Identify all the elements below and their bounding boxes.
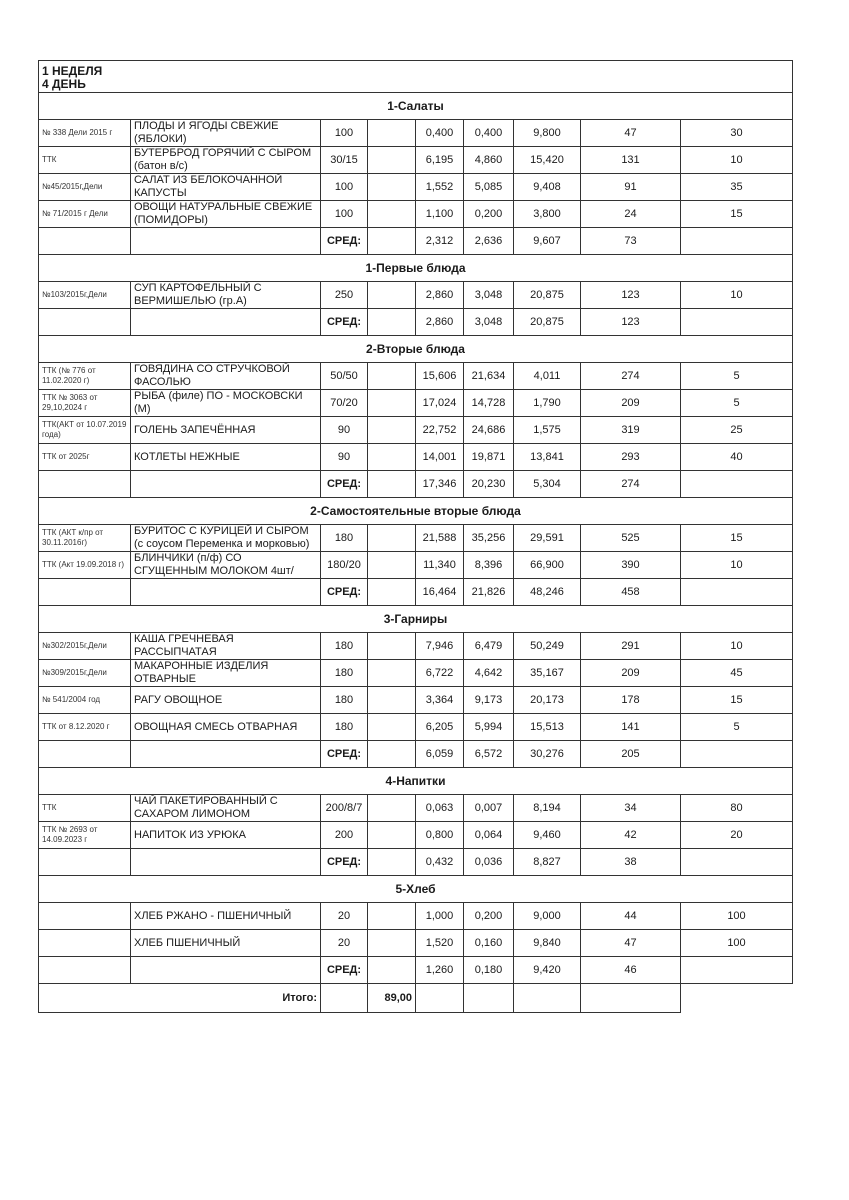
carbs: 66,900 (514, 552, 581, 579)
portion: 180 (321, 633, 368, 660)
dish-name: БУТЕРБРОД ГОРЯЧИЙ С СЫРОМ (батон в/с) (131, 147, 321, 174)
blank-cell (131, 471, 321, 498)
price: 10 (681, 552, 793, 579)
avg-carbs: 48,246 (514, 579, 581, 606)
total-value: 89,00 (368, 984, 416, 1013)
header-day-row (39, 78, 793, 93)
blank-cell (39, 579, 131, 606)
fat: 8,396 (464, 552, 514, 579)
protein: 1,552 (416, 174, 464, 201)
fat: 5,085 (464, 174, 514, 201)
table-row (39, 525, 793, 552)
total-row (39, 984, 793, 1013)
blank-cell (416, 984, 464, 1013)
carbs: 9,840 (514, 930, 581, 957)
kcal: 141 (581, 714, 681, 741)
average-row (39, 579, 793, 606)
portion: 90 (321, 417, 368, 444)
blank-cell (368, 687, 416, 714)
blank-cell (681, 579, 793, 606)
table-row (39, 552, 793, 579)
fat: 0,400 (464, 120, 514, 147)
blank-cell (368, 309, 416, 336)
table-row (39, 390, 793, 417)
carbs: 8,194 (514, 795, 581, 822)
blank-cell (368, 417, 416, 444)
table-row (39, 822, 793, 849)
price: 40 (681, 444, 793, 471)
dish-name: ОВОЩИ НАТУРАЛЬНЫЕ СВЕЖИЕ (ПОМИДОРЫ) (131, 201, 321, 228)
carbs: 20,875 (514, 282, 581, 309)
recipe-source: ТТК (39, 147, 131, 174)
blank-cell (368, 957, 416, 984)
average-label: СРЕД: (321, 957, 368, 984)
blank-cell (368, 633, 416, 660)
dish-name: ГОЛЕНЬ ЗАПЕЧЁННАЯ (131, 417, 321, 444)
blank-cell (368, 849, 416, 876)
menu-table (38, 60, 793, 1013)
portion: 200/8/7 (321, 795, 368, 822)
avg-carbs: 8,827 (514, 849, 581, 876)
dish-name: САЛАТ ИЗ БЕЛОКОЧАННОЙ КАПУСТЫ (131, 174, 321, 201)
fat: 0,200 (464, 903, 514, 930)
blank-cell (581, 984, 681, 1013)
price: 100 (681, 903, 793, 930)
portion: 180 (321, 714, 368, 741)
portion: 70/20 (321, 390, 368, 417)
kcal: 34 (581, 795, 681, 822)
fat: 5,994 (464, 714, 514, 741)
blank-cell (368, 552, 416, 579)
carbs: 9,408 (514, 174, 581, 201)
recipe-source: № 541/2004 год (39, 687, 131, 714)
avg-fat: 2,636 (464, 228, 514, 255)
blank-cell (368, 822, 416, 849)
protein: 15,606 (416, 363, 464, 390)
portion: 20 (321, 903, 368, 930)
carbs: 15,513 (514, 714, 581, 741)
carbs: 35,167 (514, 660, 581, 687)
protein: 2,860 (416, 282, 464, 309)
section-header (39, 255, 793, 282)
kcal: 131 (581, 147, 681, 174)
protein: 7,946 (416, 633, 464, 660)
table-row (39, 930, 793, 957)
average-label: СРЕД: (321, 741, 368, 768)
carbs: 9,000 (514, 903, 581, 930)
header-week-row (39, 61, 793, 79)
portion: 50/50 (321, 363, 368, 390)
blank-cell (368, 282, 416, 309)
blank-cell (368, 579, 416, 606)
section-title: 2-Вторые блюда (39, 336, 793, 363)
recipe-source: ТТК(АКТ от 10.07.2019 года) (39, 417, 131, 444)
table-row (39, 714, 793, 741)
dish-name: РЫБА (филе) ПО - МОСКОВСКИ (М) (131, 390, 321, 417)
avg-kcal: 458 (581, 579, 681, 606)
carbs: 20,173 (514, 687, 581, 714)
table-row (39, 795, 793, 822)
portion: 200 (321, 822, 368, 849)
price: 5 (681, 363, 793, 390)
blank-cell (39, 741, 131, 768)
table-row (39, 687, 793, 714)
section-header (39, 498, 793, 525)
price: 5 (681, 390, 793, 417)
carbs: 4,011 (514, 363, 581, 390)
table-row (39, 201, 793, 228)
blank-cell (681, 984, 793, 1013)
carbs: 29,591 (514, 525, 581, 552)
average-row (39, 228, 793, 255)
recipe-source: №302/2015г,Дели (39, 633, 131, 660)
table-row (39, 282, 793, 309)
blank-cell (464, 984, 514, 1013)
average-row (39, 741, 793, 768)
price: 80 (681, 795, 793, 822)
section-title: 1-Первые блюда (39, 255, 793, 282)
carbs: 1,575 (514, 417, 581, 444)
price: 45 (681, 660, 793, 687)
avg-carbs: 9,607 (514, 228, 581, 255)
kcal: 209 (581, 390, 681, 417)
kcal: 209 (581, 660, 681, 687)
dish-name: БЛИНЧИКИ (п/ф) СО СГУЩЕННЫМ МОЛОКОМ 4шт/ (131, 552, 321, 579)
kcal: 44 (581, 903, 681, 930)
dish-name: ГОВЯДИНА СО СТРУЧКОВОЙ ФАСОЛЬЮ (131, 363, 321, 390)
section-title: 5-Хлеб (39, 876, 793, 903)
blank-cell (368, 660, 416, 687)
avg-protein: 2,860 (416, 309, 464, 336)
protein: 22,752 (416, 417, 464, 444)
protein: 0,400 (416, 120, 464, 147)
recipe-source: ТТК (39, 795, 131, 822)
protein: 6,195 (416, 147, 464, 174)
recipe-source: №309/2015г,Дели (39, 660, 131, 687)
blank-cell (39, 309, 131, 336)
dish-name: ХЛЕБ РЖАНО - ПШЕНИЧНЫЙ (131, 903, 321, 930)
dish-name: ОВОЩНАЯ СМЕСЬ ОТВАРНАЯ (131, 714, 321, 741)
menu-sheet (38, 60, 793, 1013)
average-label: СРЕД: (321, 228, 368, 255)
section-title: 1-Салаты (39, 93, 793, 120)
avg-carbs: 5,304 (514, 471, 581, 498)
avg-kcal: 205 (581, 741, 681, 768)
price: 10 (681, 633, 793, 660)
kcal: 293 (581, 444, 681, 471)
blank-cell (681, 849, 793, 876)
blank-cell (131, 579, 321, 606)
average-label: СРЕД: (321, 471, 368, 498)
section-title: 2-Самостоятельные вторые блюда (39, 498, 793, 525)
avg-protein: 2,312 (416, 228, 464, 255)
table-row (39, 633, 793, 660)
kcal: 42 (581, 822, 681, 849)
price: 10 (681, 282, 793, 309)
price: 15 (681, 525, 793, 552)
price: 5 (681, 714, 793, 741)
average-label: СРЕД: (321, 579, 368, 606)
blank-cell (368, 795, 416, 822)
avg-fat: 20,230 (464, 471, 514, 498)
protein: 1,000 (416, 903, 464, 930)
blank-cell (514, 984, 581, 1013)
blank-cell (368, 444, 416, 471)
blank-cell (368, 471, 416, 498)
portion: 20 (321, 930, 368, 957)
portion: 90 (321, 444, 368, 471)
table-row (39, 444, 793, 471)
protein: 6,722 (416, 660, 464, 687)
portion: 100 (321, 174, 368, 201)
blank-cell (368, 741, 416, 768)
carbs: 1,790 (514, 390, 581, 417)
average-row (39, 849, 793, 876)
dish-name: РАГУ ОВОЩНОЕ (131, 687, 321, 714)
protein: 6,205 (416, 714, 464, 741)
table-row (39, 363, 793, 390)
table-row (39, 903, 793, 930)
recipe-source: №45/2015г,Дели (39, 174, 131, 201)
recipe-source: ТТК от 2025г (39, 444, 131, 471)
kcal: 525 (581, 525, 681, 552)
kcal: 390 (581, 552, 681, 579)
dish-name: ЧАЙ ПАКЕТИРОВАННЫЙ С САХАРОМ ЛИМОНОМ (131, 795, 321, 822)
avg-protein: 1,260 (416, 957, 464, 984)
carbs: 9,460 (514, 822, 581, 849)
carbs: 50,249 (514, 633, 581, 660)
recipe-source: ТТК от 8.12.2020 г (39, 714, 131, 741)
fat: 0,200 (464, 201, 514, 228)
blank-cell (131, 741, 321, 768)
average-row (39, 957, 793, 984)
portion: 30/15 (321, 147, 368, 174)
kcal: 24 (581, 201, 681, 228)
blank-cell (131, 309, 321, 336)
dish-name: СУП КАРТОФЕЛЬНЫЙ С ВЕРМИШЕЛЬЮ (гр.А) (131, 282, 321, 309)
recipe-source: ТТК (Акт 19.09.2018 г) (39, 552, 131, 579)
portion: 180/20 (321, 552, 368, 579)
fat: 6,479 (464, 633, 514, 660)
table-row (39, 660, 793, 687)
kcal: 274 (581, 363, 681, 390)
average-label: СРЕД: (321, 309, 368, 336)
portion: 250 (321, 282, 368, 309)
recipe-source: ТТК (АКТ к/пр от 30.11.2016г) (39, 525, 131, 552)
table-row (39, 417, 793, 444)
average-row (39, 309, 793, 336)
dish-name: КАША ГРЕЧНЕВАЯ РАССЫПЧАТАЯ (131, 633, 321, 660)
blank-cell (368, 903, 416, 930)
blank-cell (368, 147, 416, 174)
blank-cell (39, 957, 131, 984)
avg-kcal: 38 (581, 849, 681, 876)
section-header (39, 606, 793, 633)
protein: 1,520 (416, 930, 464, 957)
dish-name: БУРИТОС С КУРИЦЕЙ И СЫРОМ (с соусом Переменка и морковью) (131, 525, 321, 552)
fat: 35,256 (464, 525, 514, 552)
blank-cell (39, 471, 131, 498)
fat: 4,642 (464, 660, 514, 687)
blank-cell (368, 201, 416, 228)
price: 10 (681, 147, 793, 174)
recipe-source (39, 930, 131, 957)
fat: 3,048 (464, 282, 514, 309)
price: 20 (681, 822, 793, 849)
portion: 180 (321, 687, 368, 714)
protein: 0,063 (416, 795, 464, 822)
section-header (39, 768, 793, 795)
carbs: 15,420 (514, 147, 581, 174)
recipe-source: № 338 Дели 2015 г (39, 120, 131, 147)
blank-cell (368, 120, 416, 147)
avg-protein: 0,432 (416, 849, 464, 876)
week-label: 1 НЕДЕЛЯ (39, 61, 793, 79)
day-label: 4 ДЕНЬ (39, 78, 793, 93)
blank-cell (681, 957, 793, 984)
blank-cell (321, 984, 368, 1013)
fat: 24,686 (464, 417, 514, 444)
price: 25 (681, 417, 793, 444)
total-label: Итого: (39, 984, 321, 1013)
protein: 3,364 (416, 687, 464, 714)
table-row (39, 147, 793, 174)
avg-protein: 16,464 (416, 579, 464, 606)
dish-name: КОТЛЕТЫ НЕЖНЫЕ (131, 444, 321, 471)
blank-cell (368, 390, 416, 417)
kcal: 47 (581, 930, 681, 957)
dish-name: ХЛЕБ ПШЕНИЧНЫЙ (131, 930, 321, 957)
avg-protein: 6,059 (416, 741, 464, 768)
blank-cell (368, 525, 416, 552)
dish-name: НАПИТОК ИЗ УРЮКА (131, 822, 321, 849)
section-header (39, 336, 793, 363)
blank-cell (368, 363, 416, 390)
avg-fat: 0,036 (464, 849, 514, 876)
fat: 4,860 (464, 147, 514, 174)
recipe-source: ТТК № 2693 от 14.09.2023 г (39, 822, 131, 849)
avg-carbs: 30,276 (514, 741, 581, 768)
blank-cell (681, 741, 793, 768)
dish-name: МАКАРОННЫЕ ИЗДЕЛИЯ ОТВАРНЫЕ (131, 660, 321, 687)
kcal: 319 (581, 417, 681, 444)
average-label: СРЕД: (321, 849, 368, 876)
fat: 19,871 (464, 444, 514, 471)
kcal: 291 (581, 633, 681, 660)
section-header (39, 93, 793, 120)
avg-kcal: 123 (581, 309, 681, 336)
table-row (39, 120, 793, 147)
average-row (39, 471, 793, 498)
blank-cell (681, 228, 793, 255)
recipe-source (39, 903, 131, 930)
price: 30 (681, 120, 793, 147)
section-title: 3-Гарниры (39, 606, 793, 633)
blank-cell (131, 849, 321, 876)
protein: 0,800 (416, 822, 464, 849)
carbs: 13,841 (514, 444, 581, 471)
price: 15 (681, 687, 793, 714)
price: 100 (681, 930, 793, 957)
price: 15 (681, 201, 793, 228)
blank-cell (368, 714, 416, 741)
portion: 100 (321, 120, 368, 147)
fat: 0,007 (464, 795, 514, 822)
avg-kcal: 46 (581, 957, 681, 984)
avg-kcal: 73 (581, 228, 681, 255)
fat: 0,160 (464, 930, 514, 957)
fat: 9,173 (464, 687, 514, 714)
recipe-source: №103/2015г,Дели (39, 282, 131, 309)
blank-cell (681, 471, 793, 498)
protein: 17,024 (416, 390, 464, 417)
recipe-source: ТТК (№ 776 от 11.02.2020 г) (39, 363, 131, 390)
avg-fat: 3,048 (464, 309, 514, 336)
dish-name: ПЛОДЫ И ЯГОДЫ СВЕЖИЕ (ЯБЛОКИ) (131, 120, 321, 147)
avg-fat: 21,826 (464, 579, 514, 606)
blank-cell (368, 930, 416, 957)
blank-cell (131, 957, 321, 984)
recipe-source: № 71/2015 г Дели (39, 201, 131, 228)
blank-cell (681, 309, 793, 336)
protein: 14,001 (416, 444, 464, 471)
avg-carbs: 20,875 (514, 309, 581, 336)
portion: 180 (321, 660, 368, 687)
avg-fat: 0,180 (464, 957, 514, 984)
price: 35 (681, 174, 793, 201)
section-header (39, 876, 793, 903)
recipe-source: ТТК № 3063 от 29,10,2024 г (39, 390, 131, 417)
fat: 21,634 (464, 363, 514, 390)
protein: 1,100 (416, 201, 464, 228)
table-row (39, 174, 793, 201)
avg-carbs: 9,420 (514, 957, 581, 984)
fat: 14,728 (464, 390, 514, 417)
avg-protein: 17,346 (416, 471, 464, 498)
section-title: 4-Напитки (39, 768, 793, 795)
kcal: 91 (581, 174, 681, 201)
kcal: 178 (581, 687, 681, 714)
carbs: 3,800 (514, 201, 581, 228)
kcal: 123 (581, 282, 681, 309)
kcal: 47 (581, 120, 681, 147)
blank-cell (131, 228, 321, 255)
carbs: 9,800 (514, 120, 581, 147)
avg-fat: 6,572 (464, 741, 514, 768)
fat: 0,064 (464, 822, 514, 849)
blank-cell (368, 174, 416, 201)
portion: 100 (321, 201, 368, 228)
avg-kcal: 274 (581, 471, 681, 498)
blank-cell (39, 228, 131, 255)
blank-cell (39, 849, 131, 876)
blank-cell (368, 228, 416, 255)
protein: 21,588 (416, 525, 464, 552)
portion: 180 (321, 525, 368, 552)
protein: 11,340 (416, 552, 464, 579)
